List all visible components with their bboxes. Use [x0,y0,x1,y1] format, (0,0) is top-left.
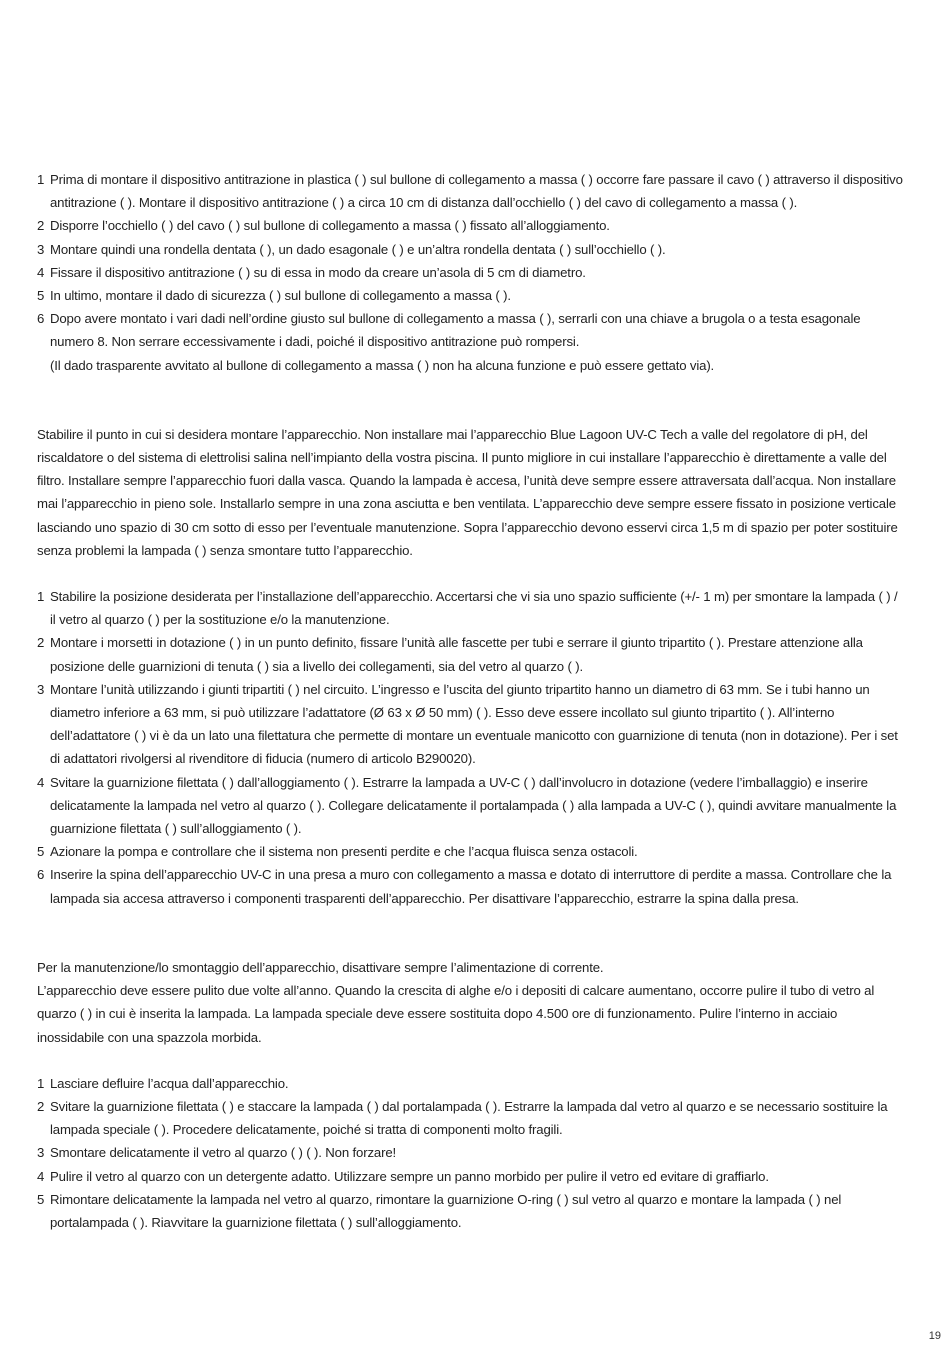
list-item: 1 Lasciare defluire l’acqua dall’apparecchio. [37,1075,289,1091]
list-item: 4 Pulire il vetro al quarzo con un detergente adatto. Utilizzare sempre un panno morbido per pulire il vetro ed evitare di graffiarlo. [37,1168,769,1184]
list-item: 4 Svitare la guarnizione filettata ( ) dall’alloggiamento ( ). Estrarre la lampada a UV-C ( ) dall’involucro in dotazione (vedere l’imballaggio) e inserire delicatamente la lampada nel vetro al quarzo ( ). Collegare delicatamente il portalampada ( ) alla lampada a UV-C ( ), quindi avvitare manualmente la guarnizione filettata ( ) sull’alloggiamento ( ). [37,774,897,837]
page-number: 19 [928,1330,941,1342]
installation-intro: Stabilire il punto in cui si desidera montare l’apparecchio. Non installare mai l’apparecchio Blue Lagoon UV-C Tech a valle del regolatore di pH, del riscaldatore o del sistema di elettrolisi salina nell’impianto della vostra piscina. Il punto migliore in cui installare l’apparecchio è direttamente a valle del filtro. Installare sempre l’apparecchio fuori dalla vasca. Quando la lampada è accesa, l’unità deve sempre essere attraversata dall’acqua. Non installare mai l’apparecchio in pieno sole. Installarlo sempre in una zona asciutta e ben ventilata. L’apparecchio deve sempre essere fissato in posizione verticale lasciando uno spazio di 30 cm sotto di esso per l’eventuale manutenzione. Sopra l’apparecchio devono esservi circa 1,5 m di spazio per poter sostituire senza problemi la lampada ( ) senza smontare tutto l’apparecchio. [37,426,898,558]
list-item-note: (Il dado trasparente avvitato al bullone di collegamento a massa ( ) non ha alcuna funzione e può essere gettato via). [50,357,715,373]
maintenance-intro-cleaning: L’apparecchio deve essere pulito due volte all’anno. Quando la crescita di alghe e/o i depositi di calcare aumentano, occorre pulire il tubo di vetro al quarzo ( ) in cui è inserita la lampada. La lampada speciale deve essere sostituita dopo 4.500 ore di funzionamento. Pulire l’interno in acciaio inossidabile con una spazzola morbida. [37,983,875,1045]
section-spacer [37,910,905,956]
list-item: 6 Dopo avere montato i vari dadi nell’ordine giusto sul bullone di collegamento a massa ( ), serrarli con una chiave a brugola o a testa esagonale numero 8. Non serrare eccessivamente i dadi, poiché il dispositivo antitrazione può rompersi. [37,311,861,350]
page-content [37,168,905,1234]
list-item: 3 Montare quindi una rondella dentata ( ), un dado esagonale ( ) e un’altra rondella dentata ( ) sull’occhiello ( ). [37,241,666,257]
list-item: 1 Prima di montare il dispositivo antitrazione in plastica ( ) sul bullone di collegamento a massa ( ) occorre fare passare il cavo ( ) attraverso il dispositivo antitrazione ( ). Montare il dispositivo antitrazione ( ) a circa 10 cm di distanza dall’occhiello ( ) del cavo di collegamento a massa ( ). [37,172,903,211]
section-spacer [37,1049,905,1072]
section-spacer [37,377,905,423]
list-item: 5 Rimontare delicatamente la lampada nel vetro al quarzo, rimontare la guarnizione O-ring ( ) sul vetro al quarzo e montare la lampada ( ) nel portalampada ( ). Riavvitare la guarnizione filettata ( ) sull’alloggiamento. [37,1191,842,1230]
ground-connection-steps [37,168,905,377]
list-item: 3 Montare l’unità utilizzando i giunti tripartiti ( ) nel circuito. L’ingresso e l’uscita del giunto tripartito hanno un diametro di 63 mm. Se i tubi hanno un diametro inferiore a 63 mm, si può utilizzare l’adattatore (Ø 63 x Ø 50 mm) ( ). Esso deve essere incollato sul giunto tripartito ( ). All’interno dell’adattatore ( ) vi è da un lato una filettatura che permette di montare un eventuale manicotto con guarnizione di tenuta (non in dotazione). Per i set di adattatori rivolgersi al rivenditore di fiducia (numero di articolo B290020). [37,681,898,767]
maintenance-steps [37,1072,905,1234]
list-item: 2 Disporre l’occhiello ( ) del cavo ( ) sul bullone di collegamento a massa ( ) fissato all’alloggiamento. [37,218,610,234]
installation-steps [37,585,905,910]
list-item: 2 Svitare la guarnizione filettata ( ) e staccare la lampada ( ) dal portalampada ( ). Estrarre la lampada dal vetro al quarzo e se necessario sostituire la lampada speciale ( ). Procedere delicatamente, poiché si tratta di componenti molto fragili. [37,1098,888,1138]
list-item: 3 Smontare delicatamente il vetro al quarzo ( ) ( ). Non forzare! [37,1145,397,1161]
list-item: 6 Inserire la spina dell’apparecchio UV-C in una presa a muro con collegamento a massa e dotato di interruttore di perdite a massa. Controllare che la lampada sia accesa attraverso i componenti trasparenti dell’apparecchio. Per disattivare l’apparecchio, estrarre la spina dalla presa. [37,867,892,906]
list-item: 5 Azionare la pompa e controllare che il sistema non presenti perdite e che l’acqua fluisca senza ostacoli. [37,844,638,860]
list-item: 5 In ultimo, montare il dado di sicurezza ( ) sul bullone di collegamento a massa ( ). [37,288,511,304]
maintenance-intro-power: Per la manutenzione/lo smontaggio dell’apparecchio, disattivare sempre l’alimentazione di corrente. [37,959,604,975]
list-item: 1 Stabilire la posizione desiderata per l’installazione dell’apparecchio. Accertarsi che vi sia uno spazio sufficiente (+/- 1 m) per smontare la lampada ( ) / il vetro al quarzo ( ) per la sostituzione e/o la manutenzione. [37,589,898,628]
list-item: 2 Montare i morsetti in dotazione ( ) in un punto definito, fissare l’unità alle fascette per tubi e serrare il giunto tripartito ( ). Prestare attenzione alla posizione delle guarnizioni di tenuta ( ) sia a livello dei collegamenti, sia del vetro al quarzo ( ). [37,635,863,674]
section-spacer [37,562,905,585]
list-item: 4 Fissare il dispositivo antitrazione ( ) su di essa in modo da creare un’asola di 5 cm di diametro. [37,264,586,280]
